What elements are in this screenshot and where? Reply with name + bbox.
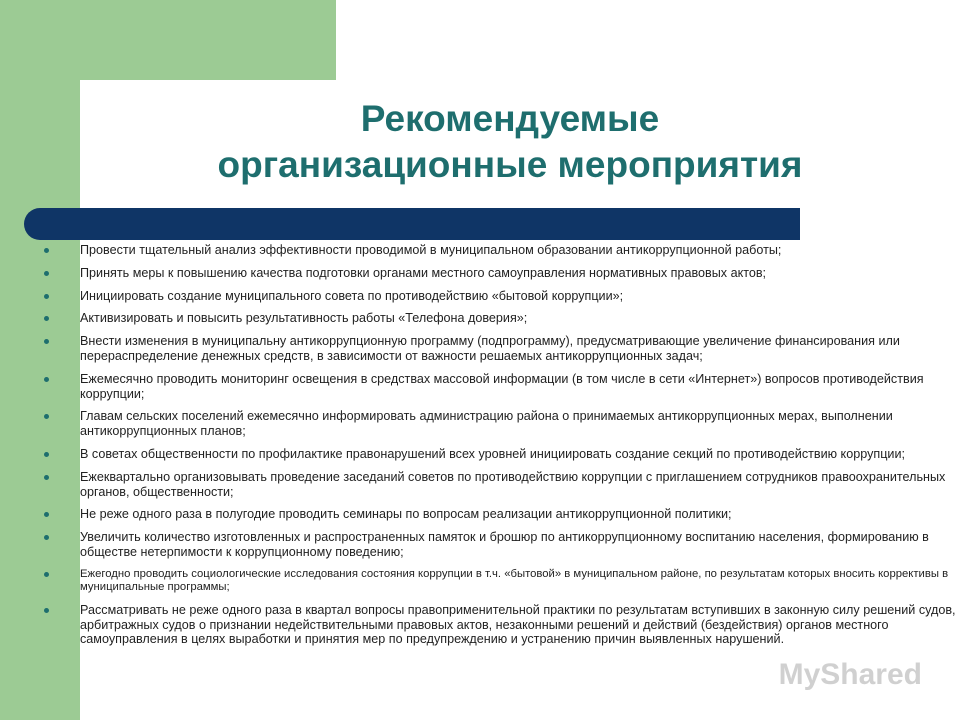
list-item-text: Внести изменения в муниципальну антикоррупционную программу (подпрограмму), предусматривающие увеличение финансирования или перераспределение денежных средств, в зависимости от важности решаемых антикоррупционных задач; xyxy=(80,334,900,363)
list-item-text: Инициировать создание муниципального совета по противодействию «бытовой коррупции»; xyxy=(80,288,624,303)
bullet-icon xyxy=(44,377,49,382)
title-divider-bar xyxy=(24,208,800,240)
bullet-icon xyxy=(44,535,49,540)
list-item-text: Ежегодно проводить социологические исследования состояния коррупции в т.ч. «бытовой» в муниципальном районе, по результатам которых вносить коррективы в муниципальные программы; xyxy=(80,567,949,593)
bullet-icon xyxy=(44,248,49,253)
list-item-text: Ежеквартально организовывать проведение заседаний советов по противодействию коррупции с приглашением сотрудников правоохранительных органов, общественности; xyxy=(80,469,946,499)
list-item-text: В советах общественности по профилактике правонарушений всех уровней инициировать создание секций по противодействию коррупции; xyxy=(80,446,905,461)
list-item xyxy=(44,470,956,500)
list-item xyxy=(44,447,956,462)
list-item xyxy=(44,409,956,439)
bullet-icon xyxy=(44,294,49,299)
list-item xyxy=(44,603,956,647)
bullet-icon xyxy=(44,271,49,276)
bullet-icon xyxy=(44,339,49,344)
bullet-icon xyxy=(44,572,49,577)
title-line-1: Рекомендуемые xyxy=(360,98,660,139)
list-item-text: Не реже одного раза в полугодие проводить семинары по вопросам реализации антикоррупционной политики; xyxy=(80,507,732,522)
list-item-text: Главам сельских поселений ежемесячно информировать администрацию района о принимаемых антикоррупционных мерах, выполнении антикоррупционных планов; xyxy=(80,409,893,439)
bullet-icon xyxy=(44,608,49,613)
list-item xyxy=(44,334,956,364)
list-item-text: Провести тщательный анализ эффективности проводимой в муниципальном образовании антикоррупционной работы; xyxy=(80,243,782,257)
list-item-text: Рассматривать не реже одного раза в квартал вопросы правоприменительной практики по результатам вступивших в законную силу решений судов, арбитражных судов о признании недействительными правовых актов, незаконными решений и действий (бездействия) органов местного самоуправления в целях выработки и принятия мер по предупреждению и устранению причин выявленных нарушений. xyxy=(80,602,956,647)
bullet-icon xyxy=(44,316,49,321)
list-item xyxy=(44,243,956,258)
list-item xyxy=(44,289,956,304)
list-item xyxy=(44,372,956,402)
recommendations-list xyxy=(44,243,956,647)
list-item xyxy=(44,530,956,560)
list-item-text: Увеличить количество изготовленных и распространенных памяток и брошюр по антикоррупционному воспитанию населения, формированию в обществе нетерпимости к коррупционному поведению; xyxy=(80,530,929,559)
bullet-icon xyxy=(44,475,49,480)
bullet-icon xyxy=(44,414,49,419)
list-item-text: Ежемесячно проводить мониторинг освещения в средствах массовой информации (в том числе в сети «Интернет») вопросов противодействия коррупции; xyxy=(80,371,924,401)
top-green-block xyxy=(0,0,336,80)
list-item-text: Активизировать и повысить результативность работы «Телефона доверия»; xyxy=(80,311,528,326)
list-item-text: Принять меры к повышению качества подготовки органами местного самоуправления нормативных правовых актов; xyxy=(80,265,767,280)
list-item xyxy=(44,311,956,326)
bullet-icon xyxy=(44,452,49,457)
slide-title xyxy=(100,96,920,188)
bullet-icon xyxy=(44,512,49,517)
title-line-2: организационные мероприятия xyxy=(217,144,803,185)
watermark: MyShared xyxy=(778,658,922,691)
list-item xyxy=(44,568,956,594)
list-item xyxy=(44,507,956,522)
list-item xyxy=(44,266,956,281)
